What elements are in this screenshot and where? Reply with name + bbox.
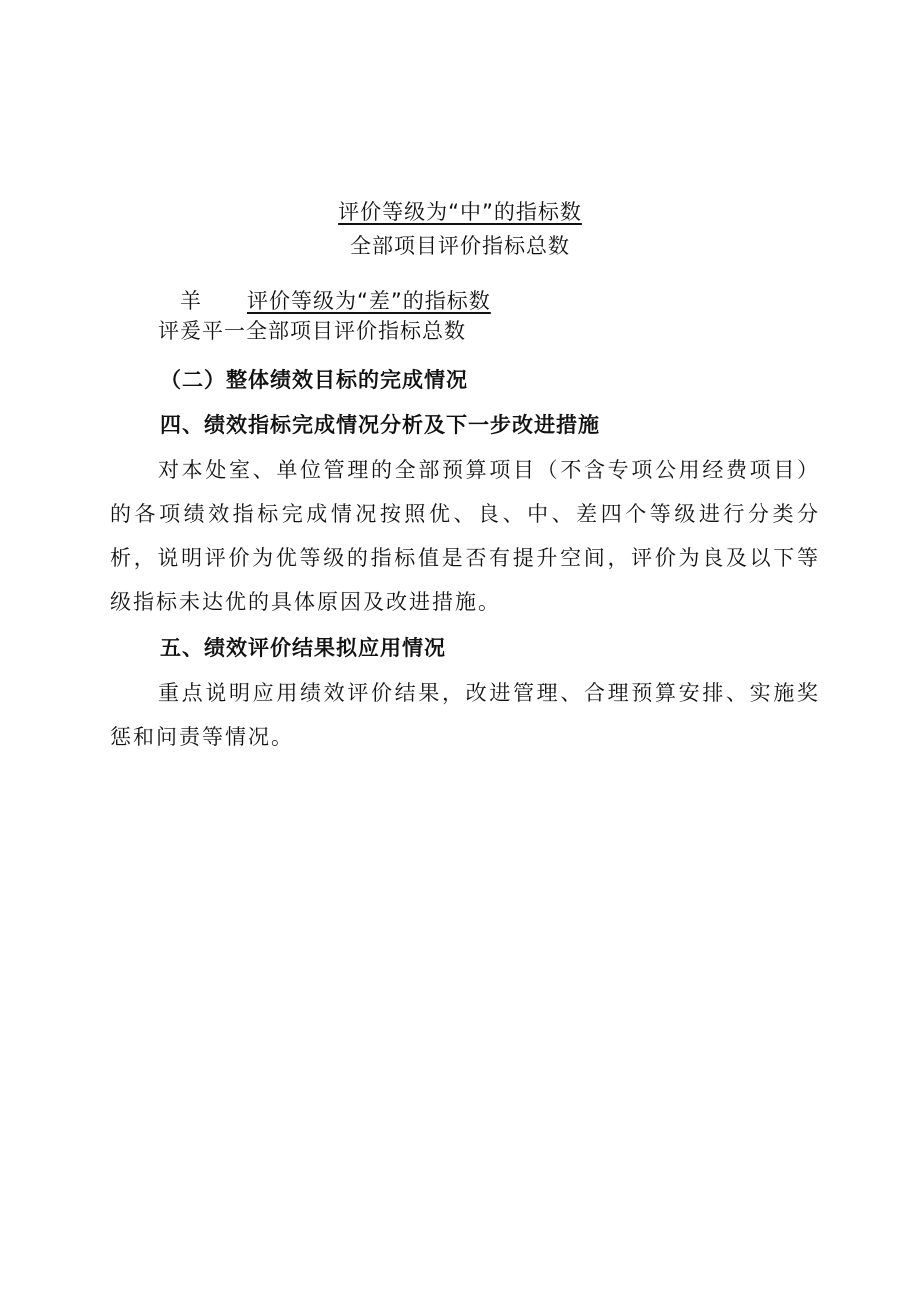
formula-poor-prefix: 羊 <box>180 289 202 313</box>
formula-poor-numerator-text: 评价等级为“差”的指标数 <box>247 289 491 313</box>
section-5-body: 重点说明应用绩效评价结果，改进管理、合理预算安排、实施奖惩和问责等情况。 <box>110 681 820 749</box>
formula-mid-numerator-text: 评价等级为“中”的指标数 <box>338 200 582 224</box>
section-2-heading: （二）整体绩效目标的完成情况 <box>160 368 468 392</box>
formula-poor-numerator <box>247 287 491 315</box>
section-4-heading: 四、绩效指标完成情况分析及下一步改进措施 <box>160 413 600 437</box>
formula-poor-denominator-row <box>158 317 466 345</box>
formula-poor-denominator: 全部项目评价指标总数 <box>246 319 466 343</box>
section-4-body: 对本处室、单位管理的全部预算项目（不含专项公用经费项目）的各项绩效指标完成情况按照优、良、中、差四个等级进行分类分析，说明评价为优等级的指标值是否有提升空间，评价为良及以下等级指标未达优的具体原因及改进措施。 <box>110 458 820 614</box>
formula-mid-numerator <box>0 198 920 226</box>
formula-mid-denominator: 全部项目评价指标总数 <box>350 234 570 258</box>
section-5-heading: 五、绩效评价结果拟应用情况 <box>160 636 446 660</box>
formula-poor-left-label: 评爰平一 <box>158 319 246 343</box>
